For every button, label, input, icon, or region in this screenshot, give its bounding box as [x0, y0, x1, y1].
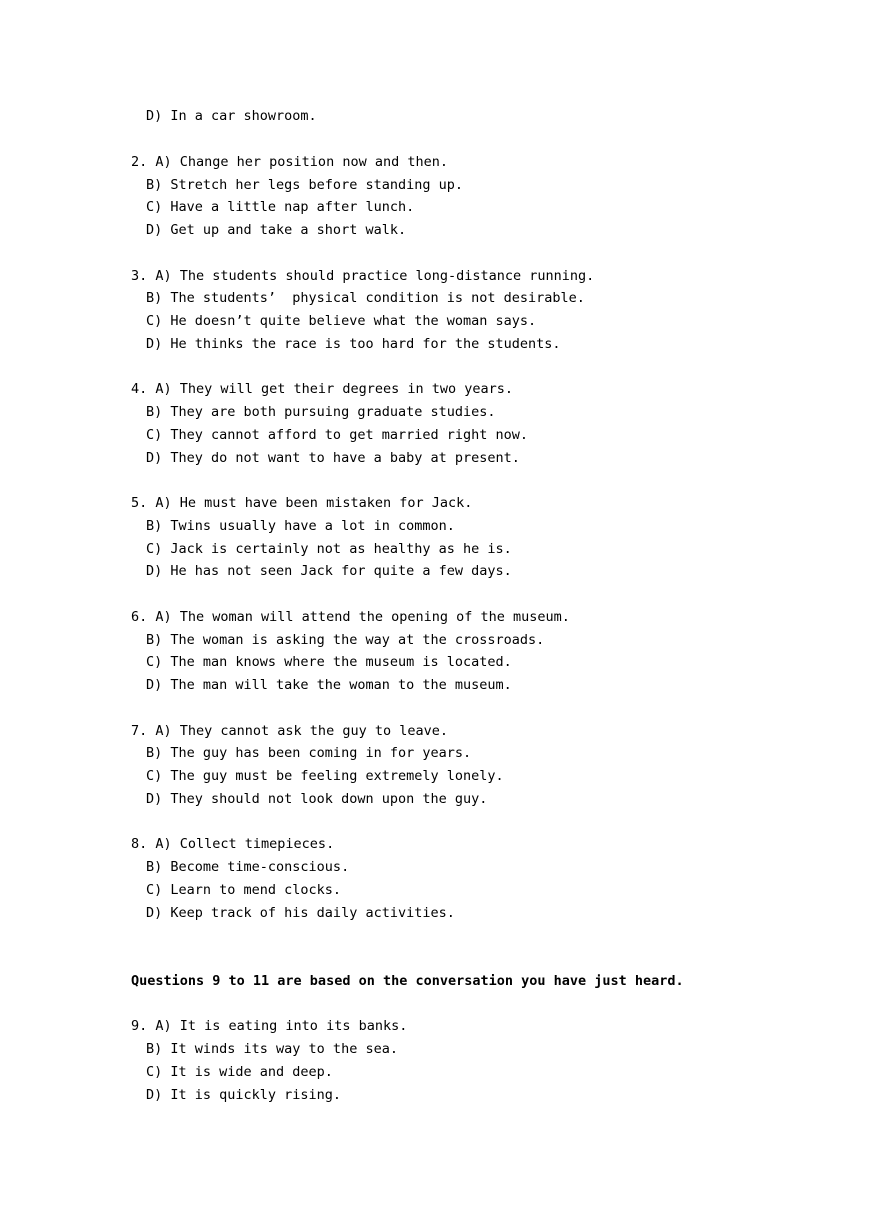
q7-option-b: B) The guy has been coming in for years. [146, 745, 472, 761]
q5-option-d: D) He has not seen Jack for quite a few days. [146, 563, 512, 579]
q6-option-c: C) The man knows where the museum is located. [146, 654, 512, 670]
q6-option-a: 6. A) The woman will attend the opening of the museum. [131, 609, 570, 625]
q7-option-a: 7. A) They cannot ask the guy to leave. [131, 723, 448, 739]
q2-option-c: C) Have a little nap after lunch. [146, 199, 415, 215]
q8-option-c: C) Learn to mend clocks. [146, 882, 342, 898]
q4-option-b: B) They are both pursuing graduate studies. [146, 404, 496, 420]
q2-option-b: B) Stretch her legs before standing up. [146, 177, 463, 193]
q4-option-d: D) They do not want to have a baby at present. [146, 450, 520, 466]
q2-option-a: 2. A) Change her position now and then. [131, 154, 448, 170]
q4-option-a: 4. A) They will get their degrees in two years. [131, 381, 514, 397]
q3-option-b: B) The students’ physical condition is not desirable. [146, 290, 585, 306]
section-heading: Questions 9 to 11 are based on the conversation you have just heard. [131, 973, 684, 989]
q9-option-b: B) It winds its way to the sea. [146, 1041, 398, 1057]
q3-option-c: C) He doesn’t quite believe what the woman says. [146, 313, 537, 329]
q6-option-b: B) The woman is asking the way at the crossroads. [146, 632, 545, 648]
q5-option-a: 5. A) He must have been mistaken for Jack. [131, 495, 473, 511]
q3-option-a: 3. A) The students should practice long-distance running. [131, 268, 595, 284]
q9-option-a: 9. A) It is eating into its banks. [131, 1018, 408, 1034]
q3-option-d: D) He thinks the race is too hard for the students. [146, 336, 561, 352]
q5-option-c: C) Jack is certainly not as healthy as he is. [146, 541, 512, 557]
q9-option-c: C) It is wide and deep. [146, 1064, 333, 1080]
q8-option-d: D) Keep track of his daily activities. [146, 905, 455, 921]
q6-option-d: D) The man will take the woman to the museum. [146, 677, 512, 693]
q1-option-d: D) In a car showroom. [146, 108, 317, 124]
q2-option-d: D) Get up and take a short walk. [146, 222, 407, 238]
q7-option-c: C) The guy must be feeling extremely lonely. [146, 768, 504, 784]
q7-option-d: D) They should not look down upon the guy. [146, 791, 488, 807]
q9-option-d: D) It is quickly rising. [146, 1087, 342, 1103]
q8-option-b: B) Become time-conscious. [146, 859, 350, 875]
q4-option-c: C) They cannot afford to get married right now. [146, 427, 529, 443]
q5-option-b: B) Twins usually have a lot in common. [146, 518, 455, 534]
q8-option-a: 8. A) Collect timepieces. [131, 836, 335, 852]
